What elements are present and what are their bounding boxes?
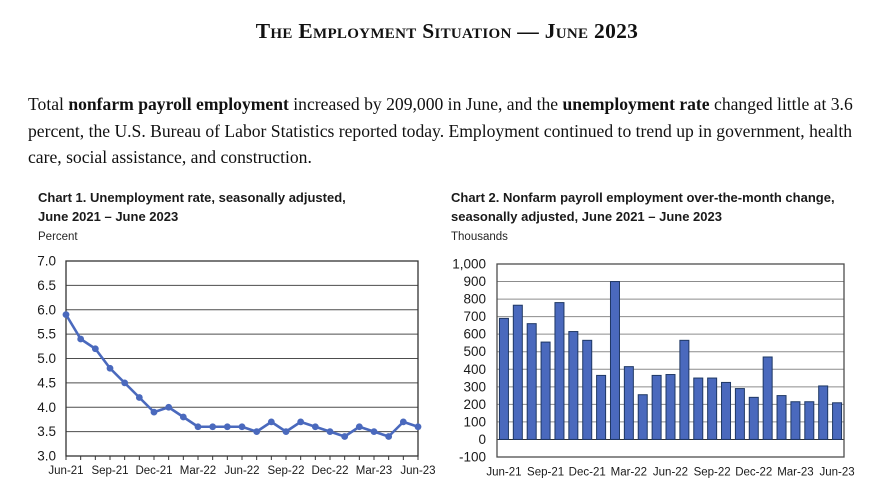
svg-text:Jun-22: Jun-22 <box>652 466 689 479</box>
chart1-title-line2: June 2021 – June 2023 <box>38 208 179 224</box>
report-title: The Employment Situation — June 2023 <box>255 19 639 43</box>
svg-text:Jun-23: Jun-23 <box>400 465 436 477</box>
svg-text:3.0: 3.0 <box>37 448 56 464</box>
svg-text:Dec-22: Dec-22 <box>735 466 773 479</box>
svg-text:Mar-22: Mar-22 <box>179 465 217 477</box>
chart1-title <box>38 189 408 226</box>
svg-text:600: 600 <box>463 326 486 342</box>
svg-text:Mar-22: Mar-22 <box>610 466 648 479</box>
svg-text:400: 400 <box>463 361 486 377</box>
chart1-title-line1: Chart 1. Unemployment rate, seasonally adjusted, <box>38 190 346 205</box>
summary-paragraph: Total nonfarm payroll employment increased by 209,000 in June, and the unemployment rate changed little at 3.6 percent, the U.S. Bureau of Labor Statistics reported today. Employment continued to trend up in government, health care, social assistance, and construction. <box>28 94 853 167</box>
svg-text:Sep-21: Sep-21 <box>527 466 565 479</box>
svg-text:3.5: 3.5 <box>37 424 56 440</box>
chart2-title-line1: Chart 2. Nonfarm payroll employment over-the-month change, <box>451 190 835 205</box>
svg-text:100: 100 <box>463 414 486 430</box>
svg-text:200: 200 <box>463 396 486 412</box>
svg-text:5.5: 5.5 <box>37 326 56 342</box>
svg-text:7.0: 7.0 <box>37 253 56 269</box>
svg-text:300: 300 <box>463 379 486 395</box>
chart1-unit-label: Percent <box>38 231 78 243</box>
svg-text:500: 500 <box>463 344 486 360</box>
svg-text:Dec-22: Dec-22 <box>311 465 349 477</box>
svg-text:Dec-21: Dec-21 <box>568 466 606 479</box>
chart2-title <box>451 189 881 226</box>
svg-text:Dec-21: Dec-21 <box>135 465 173 477</box>
svg-text:0: 0 <box>478 431 486 447</box>
chart1-unemployment-rate-line-plot <box>28 249 440 499</box>
svg-text:1,000: 1,000 <box>452 256 486 272</box>
chart2-unit-label: Thousands <box>451 231 508 243</box>
svg-text:Jun-21: Jun-21 <box>48 465 84 477</box>
svg-text:-100: -100 <box>458 449 486 465</box>
svg-text:5.0: 5.0 <box>37 351 56 366</box>
svg-text:6.0: 6.0 <box>37 302 56 318</box>
svg-text:4.5: 4.5 <box>37 375 56 391</box>
chart2-payroll-change-bar-plot <box>446 249 894 499</box>
svg-text:800: 800 <box>463 291 486 307</box>
svg-text:Jun-23: Jun-23 <box>819 466 855 479</box>
svg-text:4.0: 4.0 <box>37 399 56 415</box>
svg-text:Mar-23: Mar-23 <box>777 466 814 479</box>
svg-text:700: 700 <box>463 309 486 325</box>
svg-text:Mar-23: Mar-23 <box>355 465 393 477</box>
svg-text:Jun-22: Jun-22 <box>224 465 260 477</box>
svg-text:900: 900 <box>463 274 486 290</box>
svg-text:Sep-21: Sep-21 <box>91 465 129 477</box>
svg-text:Jun-21: Jun-21 <box>486 466 522 479</box>
svg-text:Sep-22: Sep-22 <box>267 465 305 477</box>
svg-text:Sep-22: Sep-22 <box>693 466 731 479</box>
chart2-title-line2: seasonally adjusted, June 2021 – June 2023 <box>451 208 722 224</box>
svg-text:6.5: 6.5 <box>37 277 56 293</box>
